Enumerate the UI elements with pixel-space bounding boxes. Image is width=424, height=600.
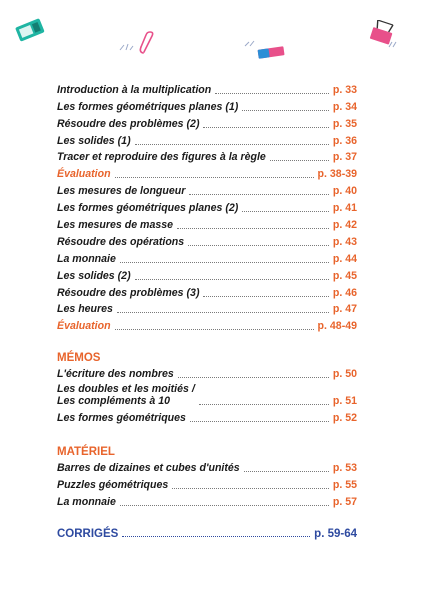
leader-dots	[117, 312, 329, 313]
toc-entry-page: p. 37	[332, 151, 357, 164]
sparkle-icon	[118, 42, 134, 52]
toc-entry-label: La monnaie	[57, 252, 116, 265]
toc-entry-label: Les formes géométriques planes (1)	[57, 100, 239, 113]
leader-dots	[244, 471, 329, 472]
toc-entry-label: Évaluation	[57, 168, 111, 181]
toc-entry[interactable]	[57, 97, 357, 114]
toc-entry-label: Les solides (2)	[57, 269, 131, 282]
eraser-icon	[256, 44, 286, 60]
doodle-icon	[244, 40, 256, 48]
toc-entry-label: Les formes géométriques planes (2)	[57, 202, 239, 215]
toc-entry[interactable]	[57, 475, 357, 492]
toc-entry[interactable]	[57, 131, 357, 148]
toc-entry-page: p. 36	[332, 134, 357, 147]
toc-entry-label: Introduction à la multiplication	[57, 83, 212, 96]
toc-entry-page: p. 53	[332, 461, 357, 474]
toc-entry[interactable]	[57, 114, 357, 131]
toc-entry-page: p. 45	[332, 269, 357, 282]
toc-entry-label: Résoudre des problèmes (3)	[57, 286, 200, 299]
toc-entry-page: p. 33	[332, 83, 357, 96]
toc-entry-page: p. 51	[332, 394, 357, 407]
toc-entry-label: Tracer et reproduire des figures à la règle	[57, 151, 266, 164]
leader-dots	[189, 194, 329, 195]
toc-entry-page: p. 35	[332, 117, 357, 130]
toc-entry-label: Les formes géométriques	[57, 411, 186, 424]
toc-entry[interactable]	[57, 458, 357, 475]
materiel-heading: MATÉRIEL	[57, 446, 115, 458]
toc-entry[interactable]	[57, 232, 357, 249]
toc-entry-label: Barres de dizaines et cubes d'unités	[57, 461, 240, 474]
materiel-list	[57, 458, 357, 509]
toc-entry-page: p. 41	[332, 202, 357, 215]
toc-entry[interactable]	[57, 198, 357, 215]
toc-entry-page: p. 50	[332, 367, 357, 380]
toc-entry-evaluation[interactable]	[57, 164, 357, 181]
toc-entry-page: p. 42	[332, 219, 357, 232]
leader-dots	[120, 262, 329, 263]
memos-heading: MÉMOS	[57, 352, 101, 364]
corriges-label: CORRIGÉS	[57, 528, 119, 540]
toc-entry[interactable]	[57, 148, 357, 165]
toc-entry[interactable]	[57, 492, 357, 509]
toc-entry[interactable]	[57, 181, 357, 198]
toc-entry-page: p. 48-49	[317, 320, 357, 333]
leader-dots	[190, 421, 329, 422]
table-of-contents	[57, 80, 357, 333]
toc-entry-page: p. 47	[332, 303, 357, 316]
toc-entry-label: Les mesures de masse	[57, 219, 174, 232]
leader-dots	[178, 377, 329, 378]
leader-dots	[203, 127, 328, 128]
leader-dots	[172, 488, 329, 489]
toc-entry-page: p. 40	[332, 185, 357, 198]
toc-entry-label: Les doubles et les moitiés / Les compléments à 10	[57, 382, 195, 408]
leader-dots	[270, 160, 329, 161]
toc-entry-label: Les heures	[57, 303, 113, 316]
toc-entry-page: p. 55	[332, 478, 357, 491]
toc-entry-evaluation[interactable]	[57, 316, 357, 333]
toc-entry[interactable]	[57, 408, 357, 425]
pencil-sharpener-icon	[14, 16, 48, 44]
leader-dots	[188, 245, 329, 246]
toc-entry[interactable]	[57, 80, 357, 97]
leader-dots	[115, 329, 314, 330]
leader-dots	[120, 505, 329, 506]
toc-entry[interactable]	[57, 381, 357, 408]
leader-dots	[177, 228, 329, 229]
toc-entry[interactable]	[57, 300, 357, 317]
toc-entry-page: p. 34	[332, 100, 357, 113]
sparkle-icon	[388, 40, 398, 48]
leader-dots	[242, 211, 329, 212]
leader-dots	[135, 279, 329, 280]
toc-entry-label: L'écriture des nombres	[57, 367, 174, 380]
leader-dots	[115, 177, 314, 178]
toc-entry-label: Résoudre des opérations	[57, 235, 185, 248]
toc-entry[interactable]	[57, 266, 357, 283]
corriges-page: p. 59-64	[314, 528, 357, 540]
toc-entry-page: p. 43	[332, 235, 357, 248]
toc-entry-page: p. 44	[332, 252, 357, 265]
toc-entry-page: p. 46	[332, 286, 357, 299]
toc-entry-label: Puzzles géométriques	[57, 478, 169, 491]
toc-entry-page: p. 57	[332, 495, 357, 508]
toc-entry[interactable]	[57, 364, 357, 381]
toc-entry-page: p. 38-39	[317, 168, 357, 181]
toc-entry[interactable]	[57, 283, 357, 300]
toc-entry-label: Évaluation	[57, 320, 111, 333]
leader-dots	[199, 404, 329, 405]
paper-clip-icon	[138, 30, 158, 56]
leader-dots	[122, 536, 310, 537]
toc-entry-label: Résoudre des problèmes (2)	[57, 117, 200, 130]
toc-entry[interactable]	[57, 215, 357, 232]
toc-entry-page: p. 52	[332, 411, 357, 424]
toc-entry-label: La monnaie	[57, 495, 116, 508]
corriges-row[interactable]	[57, 528, 357, 540]
toc-entry-label: Les solides (1)	[57, 134, 131, 147]
leader-dots	[135, 144, 329, 145]
leader-dots	[215, 93, 329, 94]
memos-list	[57, 364, 357, 425]
leader-dots	[203, 296, 328, 297]
leader-dots	[242, 110, 329, 111]
toc-entry-label: Les mesures de longueur	[57, 185, 186, 198]
toc-entry[interactable]	[57, 249, 357, 266]
